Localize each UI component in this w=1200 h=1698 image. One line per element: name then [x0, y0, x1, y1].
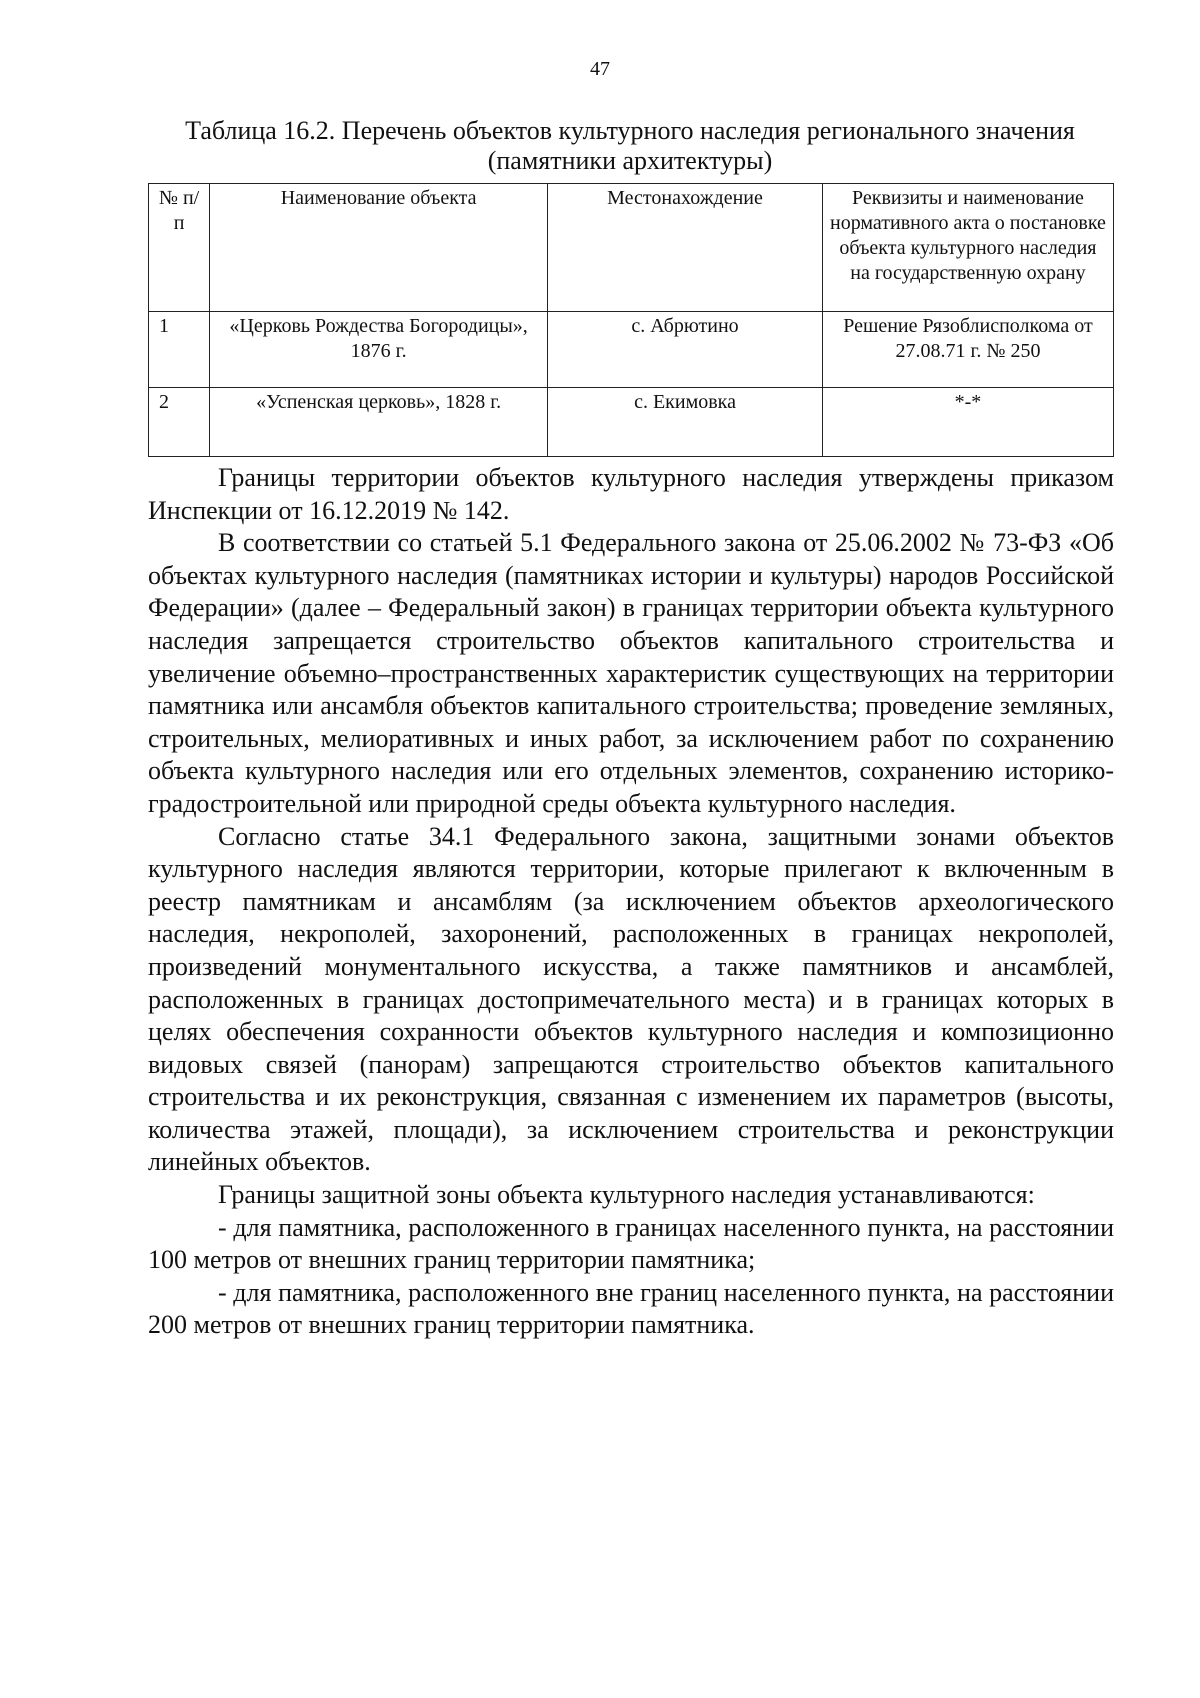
table-caption: Таблица 16.2. Перечень объектов культурного наследия регионального значения (памятники архитектуры)	[185, 116, 1075, 175]
paragraph-article-34-1: Согласно статье 34.1 Федерального закона, защитными зонами объектов культурного наследия являются территории, которые прилегают к включенным в реестр памятникам и ансамблям (за исключением объектов археологического наследия, некрополей, захоронений, расположенных в границах некрополей, произведений монументального искусства, а также памятников и ансамблей, расположенных в границах достопримечательного места) и в границах которых в целях обеспечения сохранности объектов культурного наследия и композиционно видовых связей (панорам) запрещаются строительство объектов капитального строительства и их реконструкция, связанная с изменением их параметров (высоты, количества этажей, площади), за исключением строительства и реконструкции линейных объектов.	[148, 821, 1114, 1177]
header-num: № п/п	[149, 184, 210, 312]
cell-num: 2	[149, 388, 210, 457]
header-name: Наименование объекта	[210, 184, 548, 312]
cell-name: «Успенская церковь», 1828 г.	[210, 388, 548, 457]
header-requisites: Реквизиты и наименование нормативного акта о постановке объекта культурного наследия на государственную охрану	[822, 184, 1113, 312]
list-item-outside-settlement: - для памятника, расположенного вне границ населенного пункта, на расстоянии 200 метров от внешних границ территории памятника.	[148, 1277, 1114, 1340]
cell-name: «Церковь Рождества Богородицы», 1876 г.	[210, 312, 548, 388]
list-item-inside-settlement: - для памятника, расположенного в границах населенного пункта, на расстоянии 100 метров от внешних границ территории памятника;	[148, 1212, 1114, 1275]
table-row	[149, 388, 1114, 457]
table-row	[149, 312, 1114, 388]
paragraph-article-5-1: В соответствии со статьей 5.1 Федерального закона от 25.06.2002 № 73-ФЗ «Об объектах культурного наследия (памятниках истории и культуры) народов Российской Федерации» (далее – Федеральный закон) в границах территории объекта культурного наследия запрещается строительство объектов капитального строительства и увеличение объемно–пространственных характеристик существующих на территории памятника или ансамбля объектов капитального строительства; проведение земляных, строительных, мелиоративных и иных работ, за исключением работ по сохранению объекта культурного наследия или его отдельных элементов, сохранению историко-градостроительной или природной среды объекта культурного наследия.	[148, 528, 1114, 818]
paragraph-boundaries-order: Границы территории объектов культурного наследия утверждены приказом Инспекции от 16.12.2019 № 142.	[148, 463, 1114, 525]
cell-location: с. Абрютино	[548, 312, 823, 388]
cell-requisites: Решение Рязоблисполкома от 27.08.71 г. № 250	[822, 312, 1113, 388]
cell-requisites: *-*	[822, 388, 1113, 457]
cell-location: с. Екимовка	[548, 388, 823, 457]
cell-num: 1	[149, 312, 210, 388]
heritage-objects-table	[148, 183, 1114, 457]
page-number: 47	[590, 58, 610, 80]
header-location: Местонахождение	[548, 184, 823, 312]
table-header-row	[149, 184, 1114, 312]
paragraph-protective-zone-intro: Границы защитной зоны объекта культурного наследия устанавливаются:	[218, 1180, 1035, 1210]
body-text	[148, 462, 1114, 1342]
